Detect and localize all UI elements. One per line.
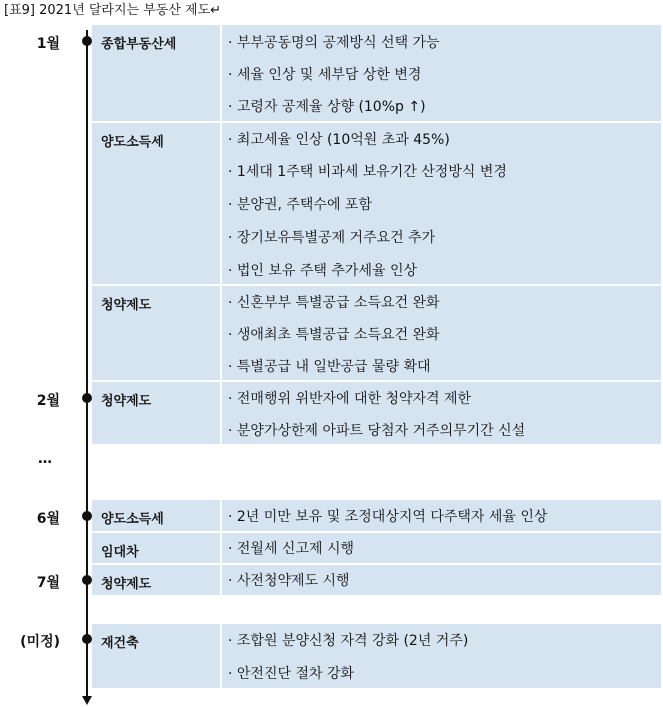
- timeline-dot-jul: [82, 575, 92, 585]
- items-cell: [222, 624, 661, 688]
- policy-item: · 부부공동명의 공제방식 선택 가능: [228, 35, 440, 51]
- policy-item: · 조합원 분양신청 자격 강화 (2년 거주): [228, 633, 469, 649]
- month-label-feb: 2월: [36, 393, 60, 409]
- policy-group-subscription-jul: [92, 565, 661, 595]
- policy-group-reconstruction: [92, 624, 661, 688]
- category-cell: [92, 624, 220, 688]
- category-cell: [92, 500, 220, 531]
- policy-item: · 최고세율 인상 (10억원 초과 45%): [228, 132, 450, 148]
- items-cell: [222, 500, 661, 531]
- policy-item: · 전매행위 위반자에 대한 청약자격 제한: [228, 391, 472, 407]
- timeline-arrow-icon: [82, 696, 92, 705]
- policy-group-lease: [92, 533, 661, 563]
- category-cell: [92, 286, 220, 380]
- items-cell: [222, 533, 661, 563]
- timeline-dot-tbd: [82, 634, 92, 644]
- policy-group-subscription-feb: [92, 382, 661, 444]
- ellipsis: …: [38, 451, 52, 467]
- month-label-tbd: (미정): [20, 634, 60, 650]
- items-cell: [222, 565, 661, 595]
- policy-item: · 장기보유특별공제 거주요건 추가: [228, 230, 436, 246]
- policy-group-capital-gains-tax-jun: [92, 500, 661, 531]
- policy-item: · 특별공급 내 일반공급 물량 확대: [228, 359, 431, 375]
- category-cell: [92, 25, 220, 121]
- timeline-dot-feb: [82, 393, 92, 403]
- policy-item: · 분양가상한제 아파트 당첨자 거주의무기간 신설: [228, 423, 526, 439]
- timeline-dot-jan: [82, 36, 92, 46]
- category-label: 임대차: [101, 545, 139, 560]
- policy-item: · 전월세 신고제 시행: [228, 541, 354, 557]
- policy-item: · 사전청약제도 시행: [228, 573, 350, 589]
- category-cell: [92, 123, 220, 284]
- timeline-line: [86, 30, 88, 698]
- policy-group-comprehensive-tax: [92, 25, 661, 121]
- policy-item: · 생애최초 특별공급 소득요건 완화: [228, 327, 440, 343]
- month-label-jul: 7월: [36, 575, 60, 591]
- category-label: 양도소득세: [101, 512, 164, 527]
- policy-group-subscription: [92, 286, 661, 380]
- category-cell: [92, 382, 220, 444]
- category-label: 양도소득세: [101, 135, 164, 150]
- table-caption: [표9] 2021년 달라지는 부동산 제도↵: [4, 3, 222, 18]
- policy-item: · 안전진단 절차 강화: [228, 666, 354, 682]
- month-label-jun: 6월: [36, 511, 60, 527]
- month-label-jan: 1월: [36, 36, 60, 52]
- category-cell: [92, 565, 220, 595]
- items-cell: [222, 123, 661, 284]
- timeline-dot-jun: [82, 511, 92, 521]
- category-label: 재건축: [101, 636, 139, 651]
- items-cell: [222, 382, 661, 444]
- policy-item: · 세율 인상 및 세부담 상한 변경: [228, 67, 422, 83]
- category-cell: [92, 533, 220, 563]
- policy-group-capital-gains-tax: [92, 123, 661, 284]
- items-cell: [222, 25, 661, 121]
- policy-item: · 1세대 1주택 비과세 보유기간 산정방식 변경: [228, 164, 507, 180]
- category-label: 청약제도: [101, 394, 152, 409]
- category-label: 종합부동산세: [101, 37, 177, 52]
- policy-item: · 2년 미만 보유 및 조정대상지역 다주택자 세율 인상: [228, 509, 548, 525]
- policy-item: · 법인 보유 주택 추가세율 인상: [228, 263, 417, 279]
- category-label: 청약제도: [101, 577, 152, 592]
- category-label: 청약제도: [101, 298, 152, 313]
- policy-item: · 신혼부부 특별공급 소득요건 완화: [228, 295, 440, 311]
- items-cell: [222, 286, 661, 380]
- policy-item: · 고령자 공제율 상향 (10%p ↑): [228, 99, 426, 115]
- policy-item: · 분양권, 주택수에 포함: [228, 197, 372, 213]
